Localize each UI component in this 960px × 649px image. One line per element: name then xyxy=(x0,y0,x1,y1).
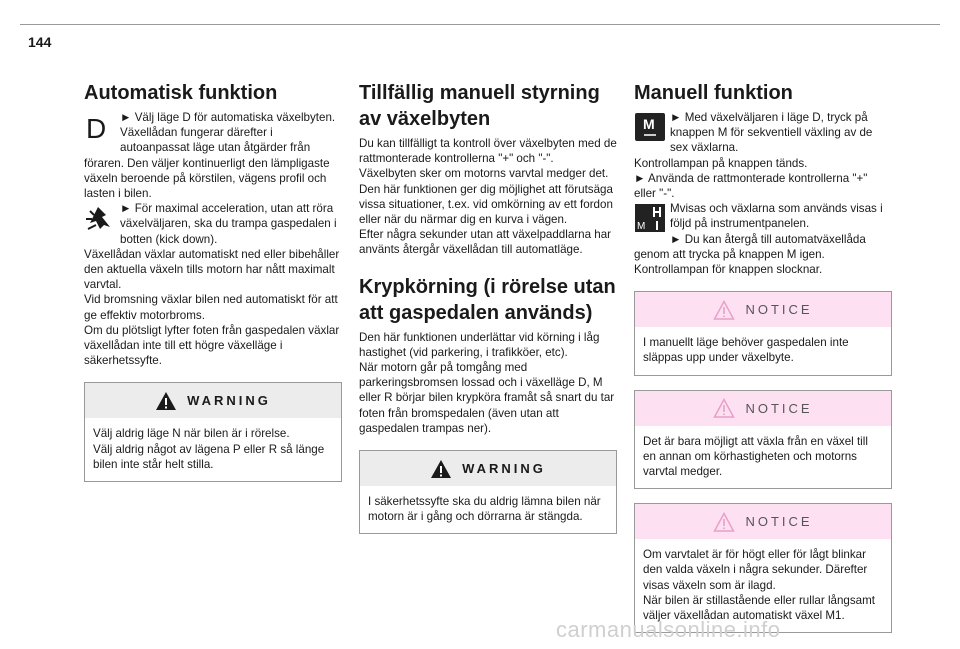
para-creep-start: När motorn går på tomgång med parkeringsbromsen lossad och i växelläge D, M eller R börjar bilen krypköra framåt så snart du tar foten från bromspedalen (även utan att gaspedalen trampas ner). xyxy=(359,361,615,435)
warning-triangle-icon xyxy=(430,459,452,479)
para-predict: Den här funktionen ger dig möjlighet att förutsäga vissa situationer, t.ex. vid omkörning av ett fordon eller när du närmar dig en kurva i vägen. xyxy=(359,182,613,227)
notice-text: Det är bara möjligt att växla från en växel till en annan om körhastigheten och motorns varvtal medger. xyxy=(643,434,868,479)
warning-title: WARNING xyxy=(462,460,546,476)
para-lamp-off: Kontrollampan för knappen slocknar. xyxy=(634,263,823,277)
para-press-m: ► Med växelväljaren i läge D, tryck på knappen M för sekventiell växling av de sex växlarna. xyxy=(670,111,873,155)
para-rpm: Växelbyten sker om motorns varvtal medger det. xyxy=(359,167,609,181)
para-kickdown: ► För maximal acceleration, utan att röra växelväljaren, ska du trampa gaspedalen i botten (kick down). xyxy=(120,202,337,246)
svg-text:D: D xyxy=(86,113,107,142)
para-lift-foot: Om du plötsligt lyfter foten från gaspedalen växlar växellådan inte till ett högre växelläge i säkerhetssyfte. xyxy=(84,323,340,368)
para-creep-low-speed: Den här funktionen underlättar vid körning i låg hastighet (vid parkering, i trafikköer, etc). xyxy=(359,330,600,359)
section-title-creep: Krypkörning (i rörelse utan att gaspedalen används) xyxy=(359,275,616,324)
warning-header xyxy=(85,383,341,418)
warning-line: Välj aldrig något av lägena P eller R så länge bilen inte står helt stilla. xyxy=(93,442,325,471)
warning-title: WARNING xyxy=(187,393,271,409)
warning-box xyxy=(359,450,617,534)
warning-line: Välj aldrig läge N när bilen är i rörelse. xyxy=(93,427,290,441)
para-auto-adapt: Växellådan fungerar därefter i autoanpassat läge utan åtgärder från föraren. Den väljer kontinuerligt den lämpligaste växeln beroende på körstilen, vägens profil och lasten i bilen. xyxy=(84,126,330,201)
para-return-auto: Efter några sekunder utan att växelpaddlarna har använts återgår växellådan till automatläge. xyxy=(359,228,612,257)
notice-header xyxy=(635,391,891,426)
warning-header xyxy=(360,451,616,486)
warning-body xyxy=(360,486,616,533)
notice-text: När bilen är stillastående eller rullar långsamt väljer växellådan automatiskt växel M1. xyxy=(643,593,875,623)
warning-line: I säkerhetssyfte ska du aldrig lämna bilen när motorn är i gång och dörrarna är stängda. xyxy=(368,495,601,524)
para-select-d: ► Välj läge D för automatiska växelbyten. xyxy=(120,111,336,124)
notice-box xyxy=(634,390,892,490)
notice-triangle-icon xyxy=(713,300,735,320)
watermark: carmanualsonline.info xyxy=(556,617,781,642)
column-manual xyxy=(634,80,892,633)
svg-text:M: M xyxy=(637,221,646,233)
para-lamp-on: Kontrollampan på knappen tänds. xyxy=(634,156,808,170)
page-number: 144 xyxy=(28,34,52,50)
notice-body xyxy=(635,327,891,374)
para-use-paddles: ► Använda de rattmonterade kontrollerna "+" eller "-". xyxy=(634,171,868,201)
warning-box xyxy=(84,382,342,482)
notice-text: Om varvtalet är för högt eller för lågt blinkar den valda växeln i några sekunder. Därefter visas växeln som är ilagd. xyxy=(643,548,868,592)
notice-title: NOTICE xyxy=(745,514,813,530)
warning-triangle-icon xyxy=(155,391,177,411)
svg-text:M: M xyxy=(643,116,655,132)
section-title-automatic: Automatisk funktion xyxy=(84,82,278,104)
para-return-auto: ► Du kan återgå till automatväxellåda genom att trycka på knappen M igen. xyxy=(634,232,866,261)
notice-box xyxy=(634,291,892,375)
para-braking: Vid bromsning växlar bilen ned automatiskt för att ge effektiv motorbroms. xyxy=(84,293,338,322)
column-temporary-manual xyxy=(359,80,617,534)
warning-body xyxy=(85,418,341,481)
manual-mode-button-icon xyxy=(634,112,666,142)
column-automatic xyxy=(84,80,342,482)
para-downshift: Växellådan växlar automatiskt ned eller bibehåller den aktuella växeln tills motorn har nått maximalt varvtal. xyxy=(84,247,340,292)
notice-header xyxy=(635,504,891,539)
para-m-displayed: Mvisas och växlarna som används visas i följd på instrumentpanelen. xyxy=(670,202,883,231)
gear-indicator-m1-icon xyxy=(634,203,666,233)
notice-text: I manuellt läge behöver gaspedalen inte släppas upp under växelbyte. xyxy=(643,336,849,365)
section-title-manual: Manuell funktion xyxy=(634,82,793,104)
notice-box xyxy=(634,503,892,633)
para-take-control: Du kan tillfälligt ta kontroll över växelbyten med de rattmonterade kontrollerna "+" och "-". xyxy=(359,137,617,166)
notice-title: NOTICE xyxy=(745,302,813,318)
notice-header xyxy=(635,292,891,327)
section-title-temporary-manual: Tillfällig manuell styrning av växelbyten xyxy=(359,82,600,130)
kickdown-pedal-icon xyxy=(84,203,116,233)
notice-title: NOTICE xyxy=(745,400,813,416)
header-rule xyxy=(20,24,940,25)
notice-body xyxy=(635,426,891,489)
drive-d-icon xyxy=(84,112,116,142)
notice-triangle-icon xyxy=(713,512,735,532)
notice-triangle-icon xyxy=(713,398,735,418)
